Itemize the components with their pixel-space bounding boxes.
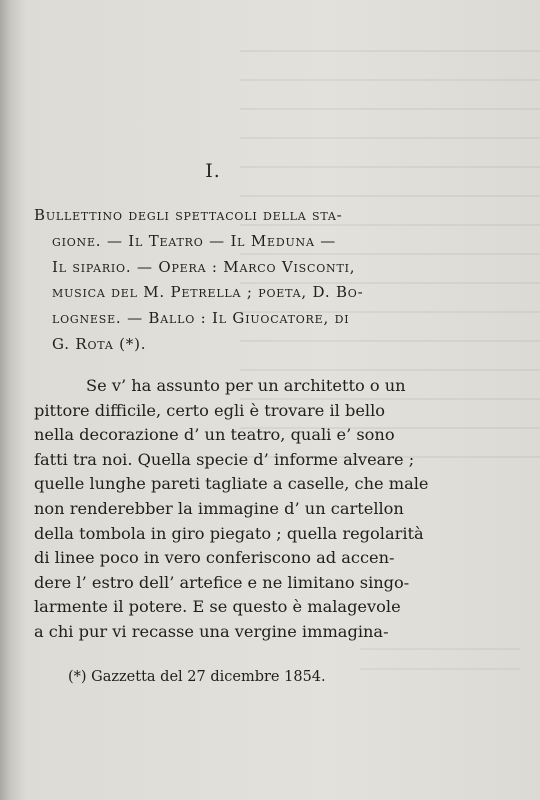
body-line: larmente il potere. E se questo è malagevole [34,597,401,617]
heading-line: Bullettino degli spettacoli della sta- [34,206,343,224]
body-line: nella decorazione d’ un teatro, quali e’ sono [34,425,395,445]
bleed-through-text-bottom [360,640,520,680]
heading-line: gione. — Il Teatro — Il Meduna — [52,231,337,250]
heading-line: Il sipario. — Opera : Marco Visconti, [52,257,356,276]
body-line: a chi pur vi recasse una vergine immagina- [34,621,389,641]
body-line: Se v’ ha assunto per un architetto o un [86,376,406,395]
section-number: I. [205,160,221,182]
footnote: (*) Gazzetta del 27 dicembre 1854. [68,669,326,685]
body-line: quelle lunghe pareti tagliate a caselle, che male [34,474,429,494]
body-line: dere l’ estro dell’ artefice e ne limitano singo- [34,572,410,592]
body-line: pittore difficile, certo egli è trovare il bello [34,400,386,420]
body-line: di linee poco in vero conferiscono ad accen- [34,548,395,568]
body-line: non renderebber la immagine d’ un cartellon [34,498,404,518]
section-heading [34,203,414,358]
heading-line: G. Rota (*). [52,334,147,353]
body-paragraph [34,374,429,645]
body-line: della tombola in giro piegato ; quella regolarità [34,523,424,543]
heading-line: lognese. — Ballo : Il Giuocatore, di [52,309,350,328]
heading-line: musica del M. Petrella ; poeta, D. Bo- [52,283,364,302]
body-line: fatti tra noi. Quella specie d’ informe alveare ; [34,449,415,469]
